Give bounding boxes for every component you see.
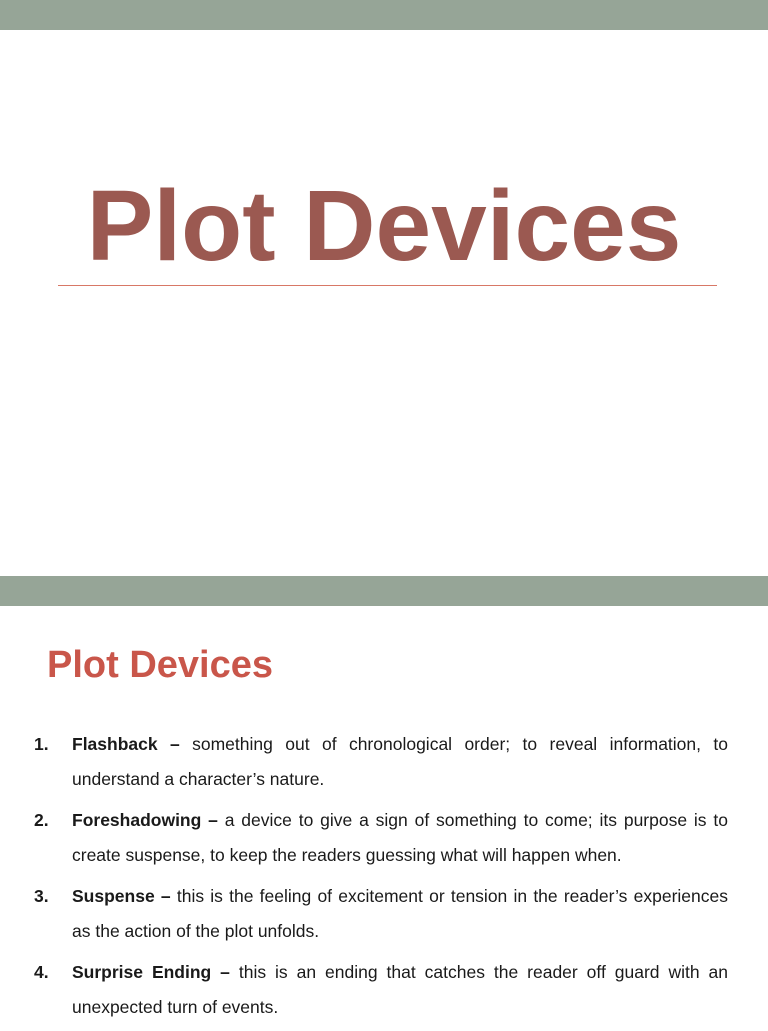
term-label: Foreshadowing [72, 810, 202, 830]
term-separator: – [154, 886, 177, 906]
plot-devices-list [34, 727, 728, 1031]
slide-divider-band [0, 576, 768, 606]
list-item-flashback [34, 727, 728, 796]
list-item-surprise-ending [34, 955, 728, 1024]
term-label: Flashback [72, 734, 158, 754]
list-item-suspense [34, 879, 728, 948]
list-item-foreshadowing [34, 803, 728, 872]
term-definition: this is an ending that catches the reader off guard with an unexpected turn of events. [72, 962, 728, 1017]
term-separator: – [157, 734, 193, 754]
slide-title: Plot Devices [86, 170, 682, 282]
term-separator: – [211, 962, 239, 982]
term-definition: this is the feeling of excitement or tension in the reader’s experiences as the action of the plot unfolds. [72, 886, 728, 941]
list-number: 1. [34, 734, 49, 754]
list-number: 4. [34, 962, 49, 982]
term-label: Surprise Ending [72, 962, 212, 982]
top-accent-band [0, 0, 768, 30]
term-definition: something out of chronological order; to reveal information, to understand a character’s nature. [72, 734, 728, 789]
list-number: 3. [34, 886, 49, 906]
term-label: Suspense [72, 886, 155, 906]
list-number: 2. [34, 810, 49, 830]
title-underline [58, 285, 717, 286]
slide-heading: Plot Devices [47, 644, 273, 686]
term-separator: – [201, 810, 225, 830]
term-definition: a device to give a sign of something to come; its purpose is to create suspense, to keep the readers guessing what will happen when. [72, 810, 728, 865]
